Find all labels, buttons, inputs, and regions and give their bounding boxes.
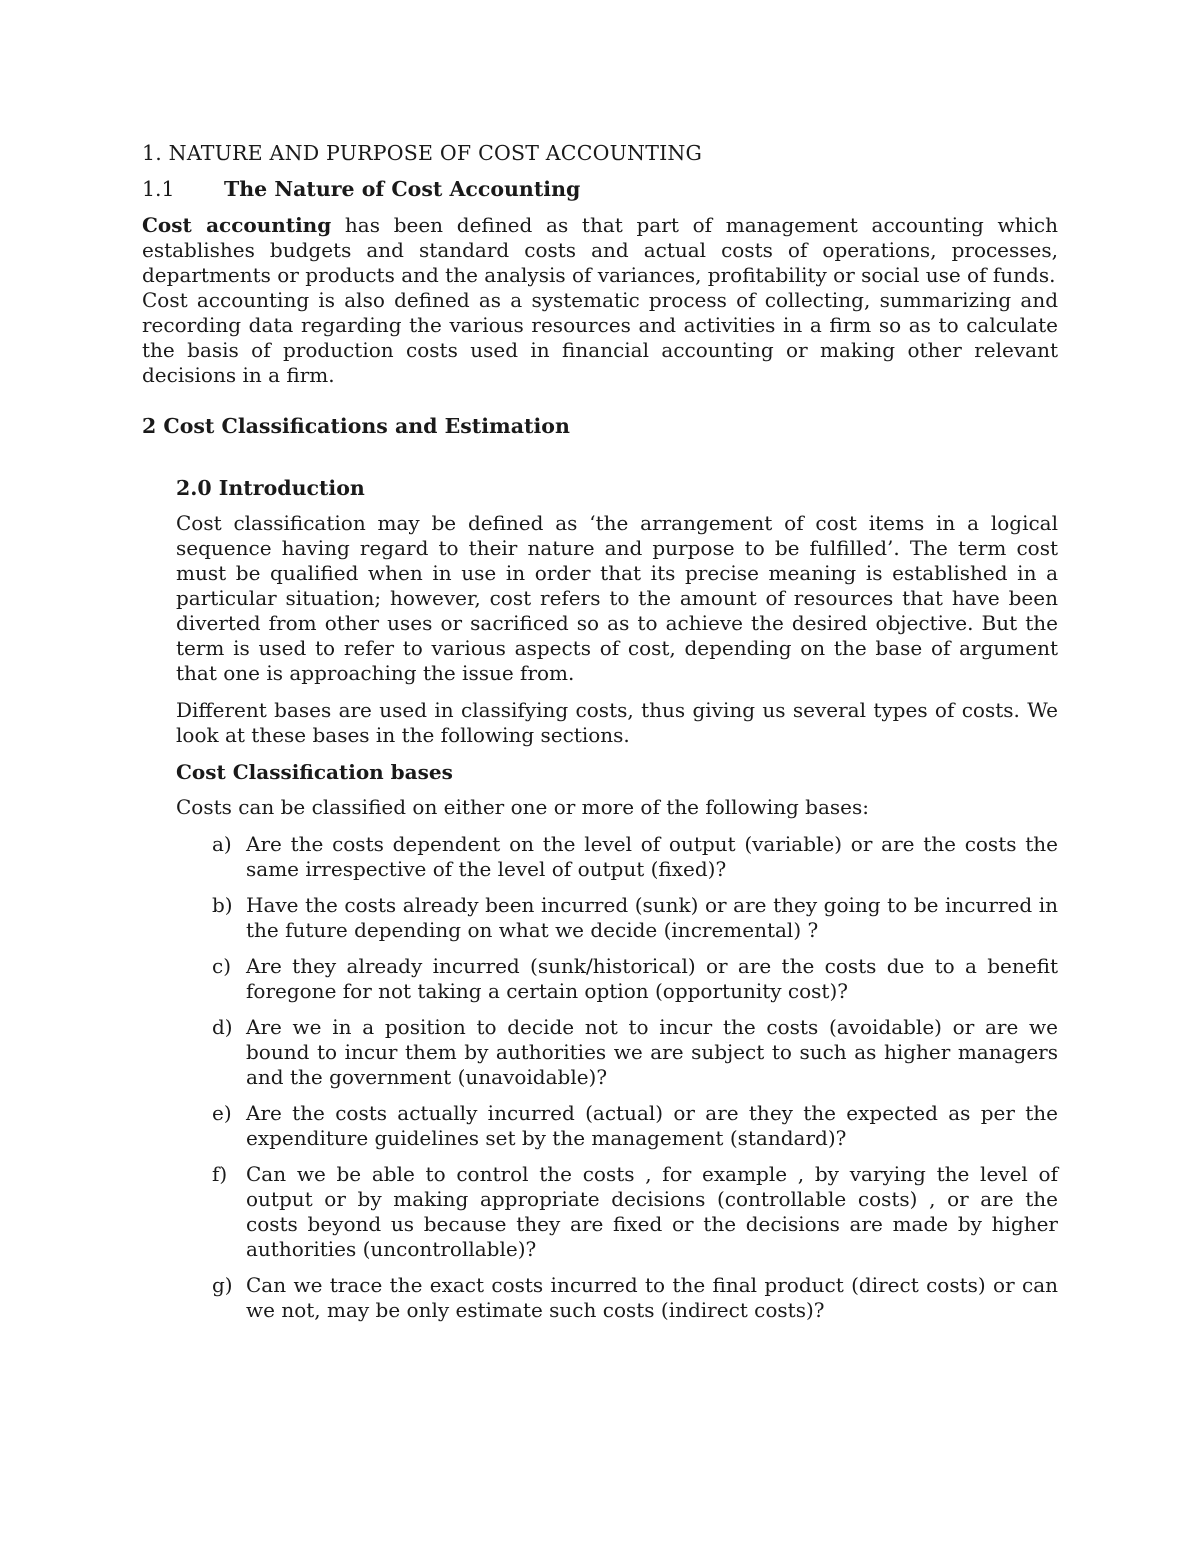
list-marker: e)	[212, 1101, 232, 1125]
list-item	[176, 1162, 1058, 1262]
chapter-heading: 1. NATURE AND PURPOSE OF COST ACCOUNTING	[142, 141, 703, 165]
list-item	[176, 832, 1058, 882]
page-content	[142, 140, 1058, 1334]
list-item-text: Have the costs already been incurred (sunk) or are they going to be incurred in the future depending on what we decide (incremental) ?	[246, 893, 1058, 942]
definition-paragraph-2: Cost accounting is also defined as a systematic process of collecting, summarizing and recording data regarding the various resources and activities in a firm so as to calculate the basis of production costs used in financial accounting or making other relevant decisions in a firm.	[142, 288, 1058, 387]
list-item	[176, 1101, 1058, 1151]
list-marker: f)	[212, 1162, 228, 1186]
section-heading-2: 2 Cost Classifications and Estimation	[142, 414, 570, 438]
introduction-block	[176, 475, 1058, 1323]
list-item	[176, 1015, 1058, 1090]
introduction-paragraph-2: Different bases are used in classifying costs, thus giving us several types of costs. We look at these bases in the following sections.	[176, 698, 1058, 747]
defined-term: Cost accounting	[142, 213, 332, 237]
bases-intro: Costs can be classified on either one or more of the following bases:	[176, 795, 869, 819]
subsection-heading-1-1	[142, 176, 1058, 202]
list-item-text: Can we be able to control the costs , for example , by varying the level of output or by making appropriate decisions (controllable costs) , or are the costs beyond us because they are fixed or the decisions are made by higher authorities (uncontrollable)?	[246, 1162, 1058, 1261]
list-marker: a)	[212, 832, 232, 856]
list-marker: g)	[212, 1273, 233, 1297]
list-marker: b)	[212, 893, 233, 917]
bases-list	[176, 832, 1058, 1323]
list-item	[176, 1273, 1058, 1323]
list-item-text: Are the costs dependent on the level of output (variable) or are the costs the same irrespective of the level of output (fixed)?	[246, 832, 1058, 881]
list-item	[176, 893, 1058, 943]
definition-text: has been defined as that part of management accounting which establishes budgets and standard costs and actual costs of operations, processes, departments or products and the analysis of variances, profitability or social use of funds.	[142, 213, 1058, 287]
subsection-number: 1.1	[142, 177, 175, 201]
list-item-text: Are they already incurred (sunk/historical) or are the costs due to a benefit foregone for not taking a certain option (opportunity cost)?	[246, 954, 1058, 1003]
subsection-title: The Nature of Cost Accounting	[224, 177, 581, 201]
introduction-paragraph-1: Cost classification may be defined as ‘the arrangement of cost items in a logical sequence having regard to their nature and purpose to be fulfilled’. The term cost must be qualified when in use in order that its precise meaning is established in a particular situation; however, cost refers to the amount of resources that have been diverted from other uses or sacrificed so as to achieve the desired objective. But the term is used to refer to various aspects of cost, depending on the base of argument that one is approaching the issue from.	[176, 511, 1058, 685]
definition-paragraph-1	[142, 213, 1058, 288]
list-item-text: Are we in a position to decide not to incur the costs (avoidable) or are we bound to incur them by authorities we are subject to such as higher managers and the government (unavoidable)?	[246, 1015, 1058, 1089]
list-marker: d)	[212, 1015, 233, 1039]
bases-heading: Cost Classification bases	[176, 760, 453, 784]
list-item-text: Can we trace the exact costs incurred to the final product (direct costs) or can we not, may be only estimate such costs (indirect costs)?	[246, 1273, 1058, 1322]
list-item-text: Are the costs actually incurred (actual) or are they the expected as per the expenditure guidelines set by the management (standard)?	[246, 1101, 1058, 1150]
list-marker: c)	[212, 954, 232, 978]
list-item	[176, 954, 1058, 1004]
introduction-heading: 2.0 Introduction	[176, 476, 365, 500]
